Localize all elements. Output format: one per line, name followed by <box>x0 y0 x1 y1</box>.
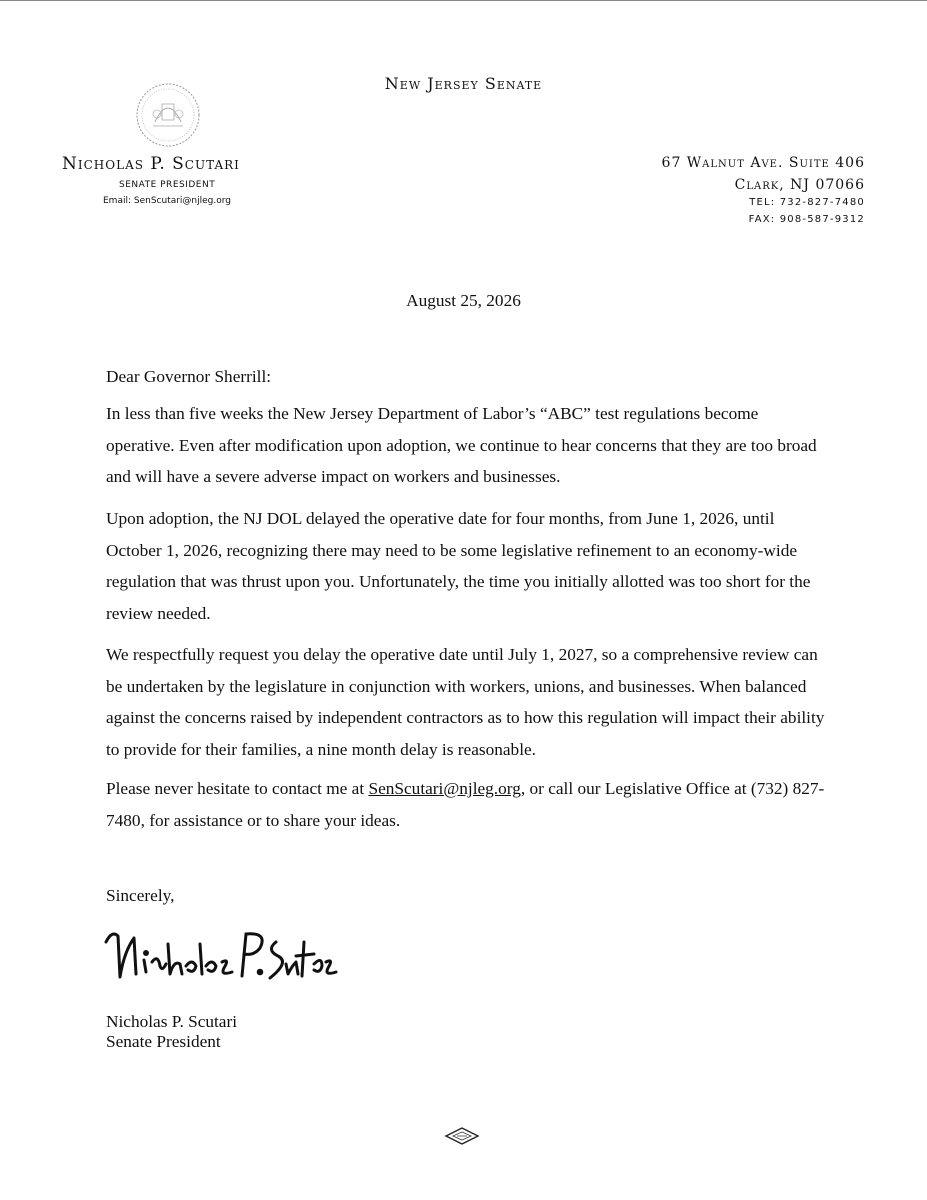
top-edge-line <box>0 0 927 1</box>
paragraph-3: We respectfully request you delay the operative date until July 1, 2027, so a comprehensive review can be undertaken by the legislature in conjunction with workers, unions, and businesses. When balanced against the concerns raised by independent contractors as to how this regulation will impact their ability to provide for their families, a nine month delay is reasonable. <box>106 645 825 759</box>
address-line-2: Clark, NJ 07066 <box>734 177 865 193</box>
signer-name: Nicholas P. Scutari <box>106 1012 238 1031</box>
sender-role: SENATE PRESIDENT <box>119 180 216 190</box>
signer-title: Senate President <box>106 1032 221 1051</box>
paragraph-2: Upon adoption, the NJ DOL delayed the operative date for four months, from June 1, 2026, until October 1, 2026, recognizing there may need to be some legislative refinement to an economy-wide regulation that was thrust upon you. Unfortunately, the time you initially allotted was too short for the review needed. <box>106 509 811 623</box>
closing: Sincerely, <box>106 886 175 905</box>
paragraph-4-text-start: Please never hesitate to contact me at <box>106 779 369 798</box>
letterhead-title: New Jersey Senate <box>384 74 543 93</box>
state-seal-icon <box>135 82 201 148</box>
paragraph-4-text-end: , or call our Legislative Office at (732) 827-7480, for assistance or to share your ideas. <box>106 779 825 830</box>
letter-date: August 25, 2026 <box>406 291 521 310</box>
sender-email: Email: SenScutari@njleg.org <box>103 196 232 206</box>
telephone: TEL: 732-827-7480 <box>749 197 865 208</box>
email-link[interactable]: SenScutari@njleg.org <box>368 779 521 798</box>
salutation: Dear Governor Sherrill: <box>106 367 272 386</box>
paragraph-1: In less than five weeks the New Jersey Department of Labor’s “ABC” test regulations become operative. Even after modification upon adoption, we continue to hear concerns that they are too broad and will have a severe adverse impact on workers and businesses. <box>106 404 817 486</box>
handwritten-signature <box>100 922 340 992</box>
paragraph-4 <box>106 773 826 836</box>
union-bug-icon <box>444 1126 480 1146</box>
sender-name: Nicholas P. Scutari <box>62 154 240 174</box>
address-line-1: 67 Walnut Ave. Suite 406 <box>661 155 865 171</box>
fax: FAX: 908-587-9312 <box>748 214 865 225</box>
